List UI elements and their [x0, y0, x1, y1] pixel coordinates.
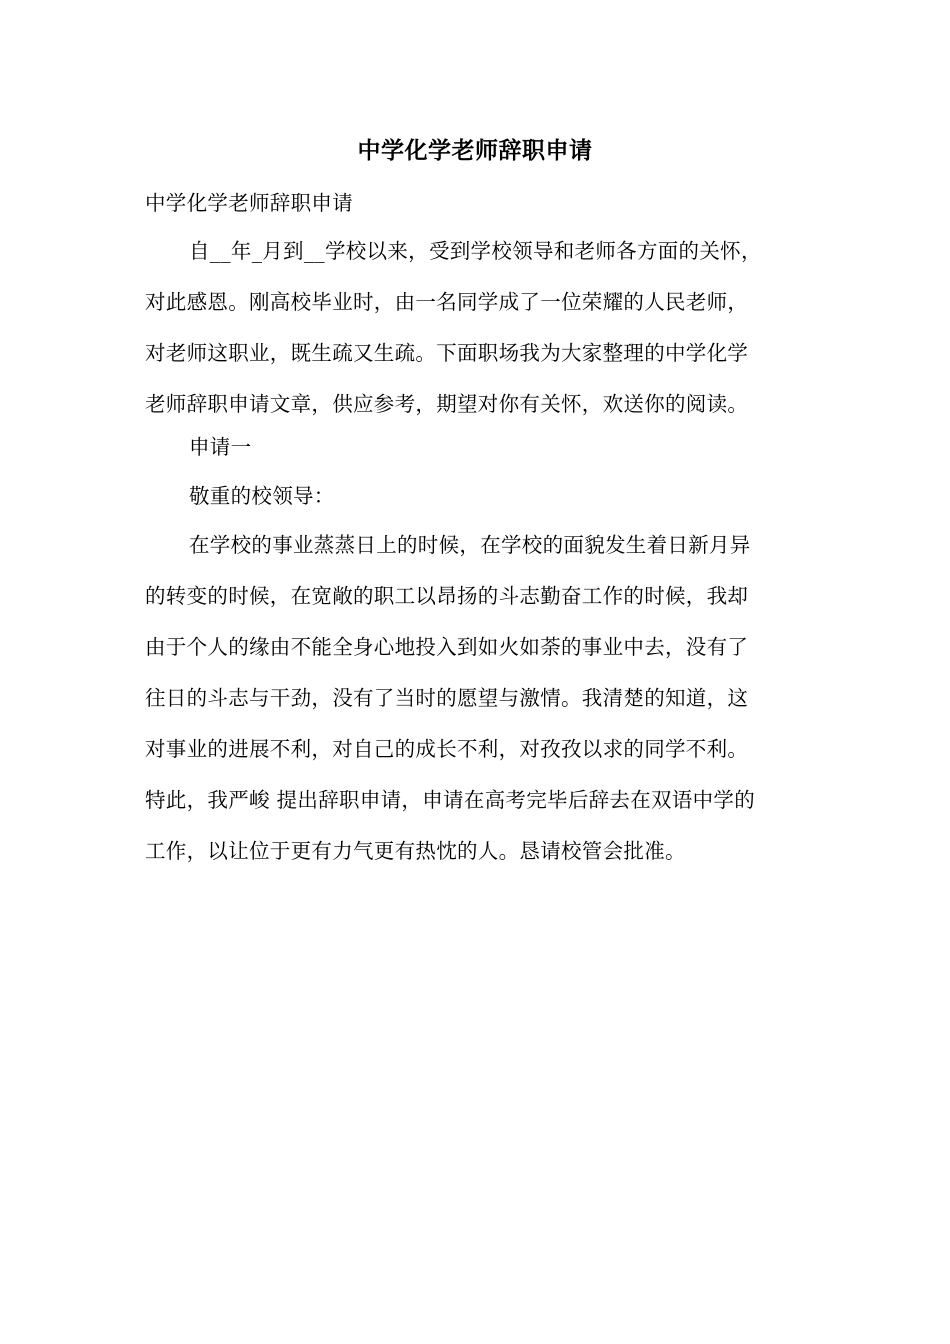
body-line: 由于个人的缘由不能全身心地投入到如火如荼的事业中去，没有了 [145, 635, 749, 659]
section-heading [145, 422, 805, 473]
intro-line: 对老师这职业，既生疏又生疏。下面职场我为大家整理的中学化学 [145, 341, 749, 365]
salutation-text: 敬重的校领导： [189, 484, 335, 508]
intro-paragraph [145, 226, 805, 430]
body-line: 特此，我严峻 提出辞职申请，申请在高考完毕后辞去在双语中学的 [145, 788, 756, 812]
salutation [145, 471, 805, 522]
body-paragraph [145, 520, 805, 877]
intro-line: 老师辞职申请文章，供应参考，期望对你有关怀，欢送你的阅读。 [145, 392, 749, 416]
body-line: 对事业的进展不利，对自己的成长不利，对孜孜以求的同学不利。 [145, 737, 749, 761]
intro-line: 对此感恩。刚高校毕业时，由一名同学成了一位荣耀的人民老师， [145, 290, 749, 314]
document-title: 中学化学老师辞职申请 [357, 137, 593, 164]
body-line: 工作，以让位于更有力气更有热忱的人。恳请校管会批准。 [145, 839, 686, 863]
section-heading-text: 申请一 [189, 435, 252, 459]
body-line: 的转变的时候，在宽敞的职工以昂扬的斗志勤奋工作的时候，我却 [145, 584, 749, 608]
subtitle-text: 中学化学老师辞职申请 [145, 191, 353, 215]
intro-line: 自__年_月到__学校以来，受到学校领导和老师各方面的关怀， [189, 239, 762, 263]
body-line: 在学校的事业蒸蒸日上的时候，在学校的面貌发生着日新月异 [189, 533, 751, 557]
document-subtitle [145, 178, 805, 229]
body-line: 往日的斗志与干劲，没有了当时的愿望与激情。我清楚的知道，这 [145, 686, 749, 710]
